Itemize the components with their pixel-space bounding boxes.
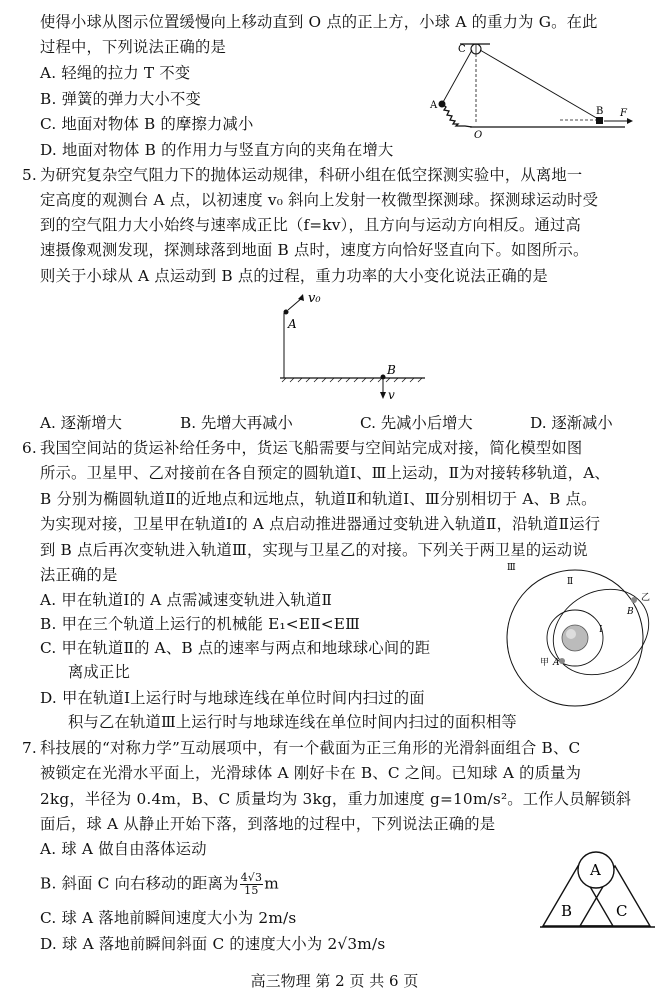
q4-stem-line-1: 使得小球从图示位置缓慢向上移动直到 O 点的正上方，小球 A 的重力为 G。在此 (40, 13, 598, 31)
q7-option-a: A. 球 A 做自由落体运动 (40, 840, 207, 858)
q7-stem-line-2: 被锁定在光滑水平面上，光滑球体 A 刚好卡在 B、C 之间。已知球 A 的质量为 (40, 764, 582, 782)
q6-option-c: C. 甲在轨道Ⅱ的 A、B 点的速率与两点和地球球心间的距 (40, 639, 431, 657)
q5-option-a: A. 逐渐增大 (40, 414, 122, 432)
q6-option-b: B. 甲在三个轨道上运行的机械能 E₁<EⅡ<EⅢ (40, 615, 361, 633)
q7-option-c: C. 球 A 落地前瞬间速度大小为 2m/s (40, 909, 297, 927)
q4-label-c: C (458, 44, 466, 55)
q5-option-c: C. 先减小后增大 (360, 414, 473, 432)
q4-label-o: O (474, 130, 483, 141)
q5-label-b: B (387, 363, 396, 377)
q6-label-yi: 乙 (641, 593, 651, 603)
q7-option-b-numerator: 4√3 (240, 871, 263, 884)
q4-label-f: F (620, 108, 627, 119)
q6-stem-line-2: 所示。卫星甲、乙对接前在各自预定的圆轨道Ⅰ、Ⅲ上运动，Ⅱ为对接转移轨道，A、 (40, 464, 610, 482)
q7-number: 7. (22, 739, 37, 757)
q7-stem-line-3: 2kg，半径为 0.4m，B、C 质量均为 3kg，重力加速度 g=10m/s²。工作人员解锁斜 (40, 790, 632, 808)
q6-label-ii: Ⅱ (567, 577, 574, 587)
q5-stem-line-4: 速摄像观测发现，探测球落到地面 B 点时，速度方向恰好竖直向下。如图所示。 (40, 241, 589, 259)
q6-label-a: A (553, 658, 560, 668)
q5-option-d: D. 逐渐减小 (530, 414, 613, 432)
q7-option-b-fraction (240, 872, 264, 897)
q7-stem-line-1: 科技展的“对称力学”互动展项中，有一个截面为正三角形的光滑斜面组合 B、C (40, 739, 581, 757)
q5-stem-line-3: 到的空气阻力大小始终与速率成正比（f=kv），且方向与运动方向相反。通过高 (40, 216, 581, 234)
q6-stem-line-3: B 分别为椭圆轨道Ⅱ的近地点和远地点，轨道Ⅱ和轨道Ⅰ、Ⅲ分别相切于 A、B 点。 (40, 490, 597, 508)
q4-option-c: C. 地面对物体 B 的摩擦力减小 (40, 115, 254, 133)
q6-stem-line-6: 法正确的是 (40, 566, 118, 584)
q6-label-b: B (627, 607, 634, 617)
q7-option-b-unit: m (264, 874, 279, 893)
q6-figure (495, 560, 665, 710)
q7-label-b: B (561, 902, 573, 920)
q7-option-b-denominator: 15 (244, 884, 259, 897)
q6-stem-line-1: 我国空间站的货运补给任务中，货运飞船需要与空间站完成对接，简化模型如图 (40, 439, 583, 457)
q5-figure (270, 288, 430, 403)
q6-label-jia: 甲 (540, 658, 550, 668)
q5-stem-line-5: 则关于小球从 A 点运动到 B 点的过程，重力功率的大小变化说法正确的是 (40, 267, 548, 285)
q4-option-d: D. 地面对物体 B 的作用力与竖直方向的夹角在增大 (40, 141, 394, 159)
page-footer: 高三物理 第 2 页 共 6 页 (250, 972, 419, 990)
q6-option-d-cont: 积与乙在轨道Ⅲ上运行时与地球连线在单位时间内扫过的面积相等 (68, 713, 517, 731)
q6-option-d: D. 甲在轨道Ⅰ上运行时与地球连线在单位时间内扫过的面 (40, 689, 425, 707)
q4-figure (420, 32, 640, 142)
q7-option-d: D. 球 A 落地前瞬间斜面 C 的速度大小为 2√3m/s (40, 935, 386, 953)
q7-label-a: A (590, 861, 601, 879)
q6-stem-line-5: 到 B 点后再次变轨进入轨道Ⅲ，实现与卫星乙的对接。下列关于两卫星的运动说 (40, 541, 588, 559)
q7-option-b-text: B. 斜面 C 向右移动的距离为 (40, 874, 239, 893)
q6-stem-line-4: 为实现对接，卫星甲在轨道Ⅰ的 A 点启动推进器通过变轨进入轨道Ⅱ，沿轨道Ⅱ运行 (40, 515, 601, 533)
q6-number: 6. (22, 439, 37, 457)
q4-label-a: A (430, 100, 438, 111)
q6-label-iii: Ⅲ (507, 563, 516, 573)
q5-number: 5. (22, 166, 37, 184)
q5-label-v0: v₀ (308, 291, 321, 306)
q5-stem-line-1: 为研究复杂空气阻力下的抛体运动规律，科研小组在低空探测实验中，从离地一 (40, 166, 583, 184)
q4-option-b: B. 弹簧的弹力大小不变 (40, 90, 202, 108)
q6-option-a: A. 甲在轨道Ⅰ的 A 点需减速变轨进入轨道Ⅱ (40, 591, 333, 609)
q7-option-b (40, 872, 279, 897)
q6-label-i: Ⅰ (599, 625, 603, 635)
q5-option-b: B. 先增大再减小 (180, 414, 293, 432)
q7-label-c: C (616, 902, 628, 920)
q5-label-v: v (388, 388, 395, 402)
q7-stem-line-4: 面后，球 A 从静止开始下落，到落地的过程中，下列说法正确的是 (40, 815, 496, 833)
q5-label-a: A (288, 317, 297, 331)
q7-figure (540, 848, 655, 930)
q6-option-c-cont: 离成正比 (68, 663, 130, 681)
q4-option-a: A. 轻绳的拉力 T 不变 (40, 64, 191, 82)
q4-stem-line-2: 过程中，下列说法正确的是 (40, 38, 226, 56)
q5-stem-line-2: 定高度的观测台 A 点，以初速度 v₀ 斜向上发射一枚微型探测球。探测球运动时受 (40, 191, 599, 209)
q4-label-b: B (596, 106, 604, 117)
